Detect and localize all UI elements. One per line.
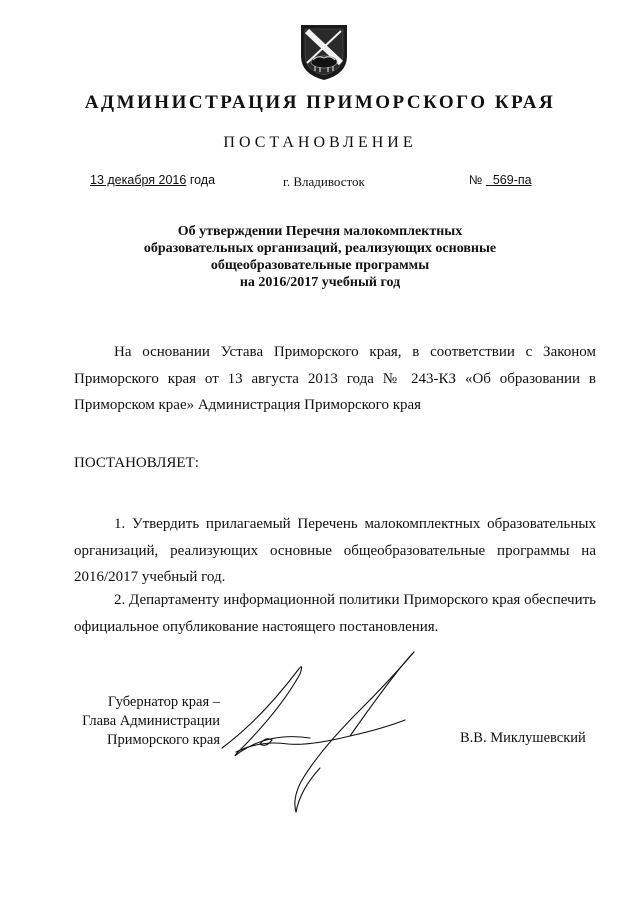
signatory-position: [58, 693, 220, 750]
title-line: Об утверждении Перечня малокомплектных: [177, 224, 463, 239]
handwritten-signature: [200, 640, 440, 820]
number-value: 569-па: [492, 173, 532, 187]
date-value: 13 декабря 2016: [90, 173, 187, 187]
signatory-name: В.В. Миклушевский: [460, 730, 586, 746]
decree-item-2: 2. Департаменту информационной политики Приморского края обеспечить официальное опубликование настоящего постановления.: [74, 592, 596, 635]
document-title: [0, 223, 640, 291]
document-number: [469, 173, 556, 187]
document-date: [90, 173, 215, 187]
title-line: общеобразовательные программы: [210, 258, 430, 273]
number-prefix: №: [469, 173, 483, 187]
signatory-line: Приморского края: [106, 732, 220, 748]
organization-name: АДМИНИСТРАЦИЯ ПРИМОРСКОГО КРАЯ: [84, 92, 556, 113]
coat-of-arms-icon: [298, 22, 350, 82]
decree-item-1: 1. Утвердить прилагаемый Перечень малокомплектных образовательных организаций, реализующих основные общеобразовательные программы на 2016/2017 учебный год.: [74, 516, 596, 585]
date-suffix: года: [189, 173, 216, 187]
document-city: г. Владивосток: [283, 174, 365, 189]
document-type: ПОСТАНОВЛЕНИЕ: [223, 134, 417, 151]
preamble-paragraph: На основании Устава Приморского края, в соответствии с Законом Приморского края от 13 августа 2013 года № 243-КЗ «Об образовании в Приморском крае» Администрация Приморского края: [74, 344, 596, 413]
decree-word: ПОСТАНОВЛЯЕТ:: [74, 455, 199, 471]
title-line: образовательных организаций, реализующих основные: [143, 241, 497, 256]
signatory-line: Губернатор края –: [107, 694, 220, 710]
signatory-line: Глава Администрации: [82, 713, 220, 729]
title-line: на 2016/2017 учебный год: [239, 275, 401, 290]
